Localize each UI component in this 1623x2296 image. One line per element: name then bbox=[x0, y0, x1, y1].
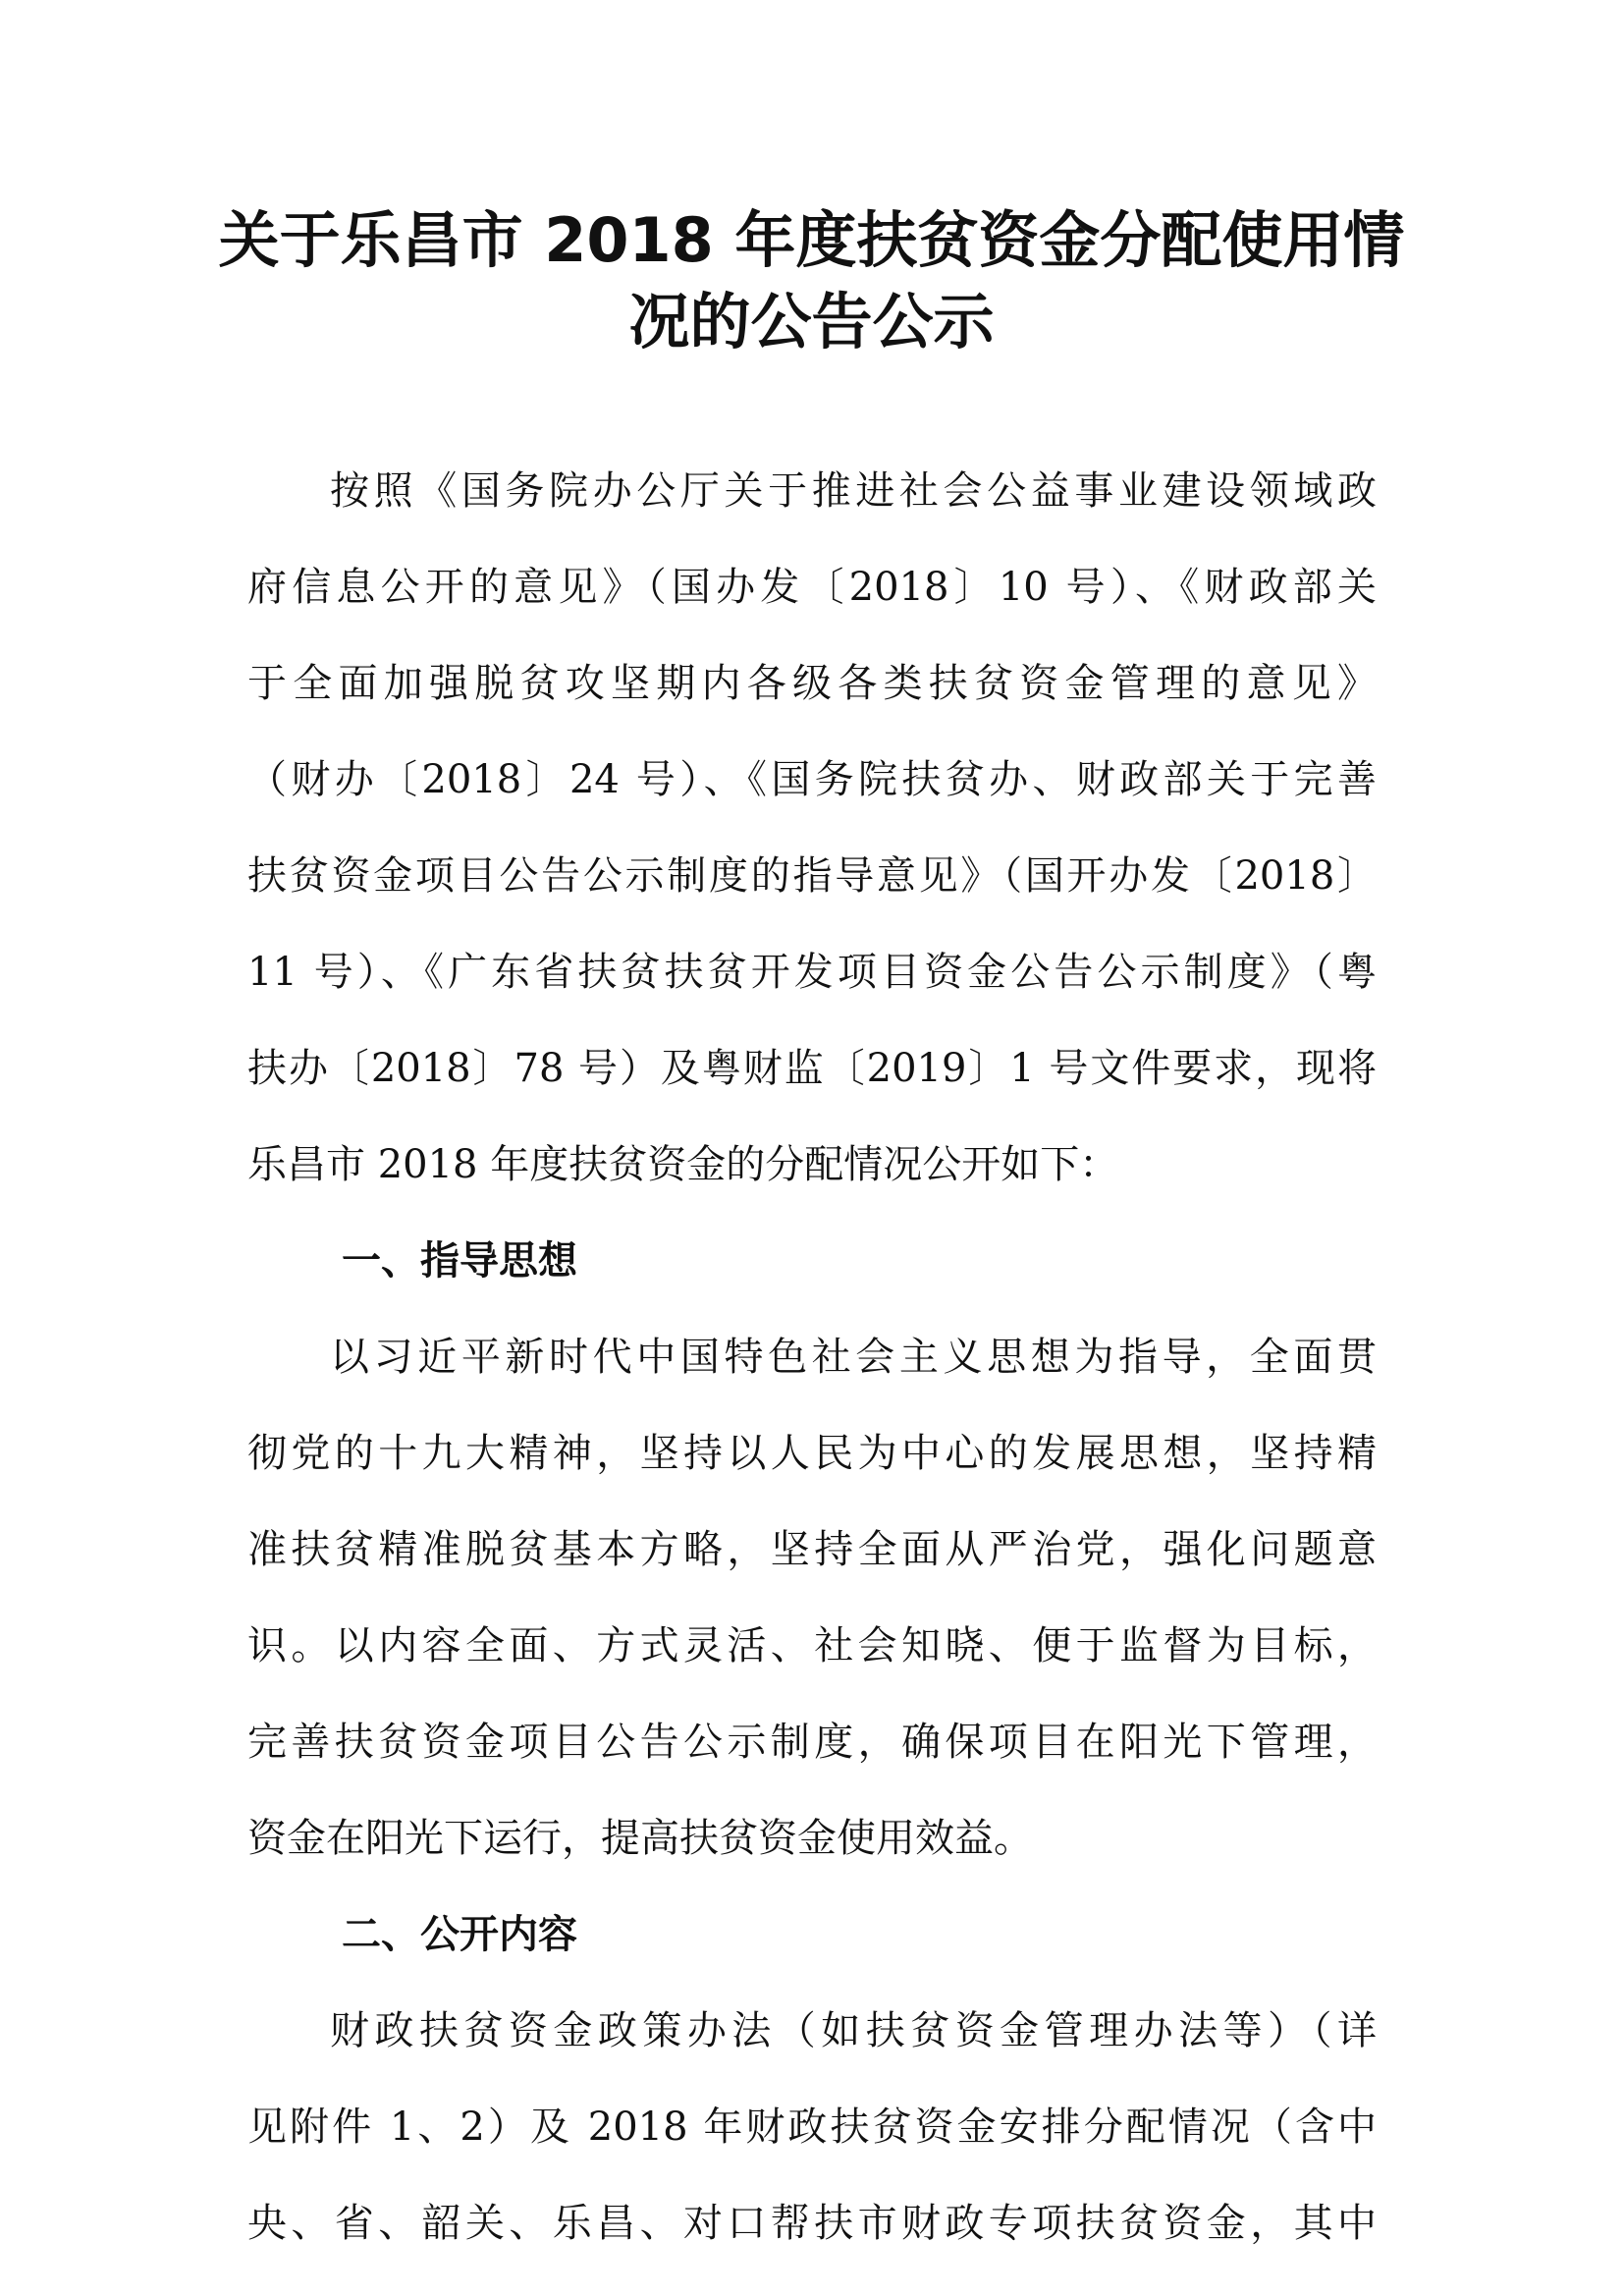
document-title-line-2: 况的公告公示 bbox=[628, 286, 995, 357]
paragraph-2-line: 完善扶贫资金项目公告公示制度，确保项目在阳光下管理， bbox=[247, 1720, 1377, 1765]
paragraph-3-line: 央、省、韶关、乐昌、对口帮扶市财政专项扶贫资金，其中 bbox=[247, 2201, 1377, 2246]
document-title-line-1: 关于乐昌市 2018 年度扶贫资金分配使用情 bbox=[218, 204, 1405, 276]
paragraph-1-line: 扶办〔2018〕78 号）及粤财监〔2019〕1 号文件要求，现将 bbox=[247, 1046, 1377, 1091]
paragraph-1-line: 乐昌市 2018 年度扶贫资金的分配情况公开如下： bbox=[247, 1142, 1119, 1187]
paragraph-2-line: 彻党的十九大精神，坚持以人民为中心的发展思想，坚持精 bbox=[247, 1431, 1377, 1476]
paragraph-1-line: （财办〔2018〕24 号）、《国务院扶贫办、财政部关于完善 bbox=[247, 757, 1377, 802]
paragraph-1-line: 按照《国务院办公厅关于推进社会公益事业建设领域政 bbox=[330, 468, 1377, 514]
paragraph-2-line: 识。以内容全面、方式灵活、社会知晓、便于监督为目标， bbox=[247, 1623, 1377, 1668]
section-heading-disclosure-content: 二、公开内容 bbox=[342, 1912, 577, 1957]
paragraph-1-line: 扶贫资金项目公告公示制度的指导意见》（国开办发〔2018〕 bbox=[247, 853, 1377, 899]
paragraph-2-line: 准扶贫精准脱贫基本方略，坚持全面从严治党，强化问题意 bbox=[247, 1527, 1377, 1572]
paragraph-2-line: 以习近平新时代中国特色社会主义思想为指导，全面贯 bbox=[330, 1335, 1377, 1380]
section-heading-guiding-ideology: 一、指导思想 bbox=[342, 1238, 577, 1284]
paragraph-1-line: 府信息公开的意见》（国办发〔2018〕10 号）、《财政部关 bbox=[247, 565, 1377, 610]
paragraph-1-line: 11 号）、《广东省扶贫扶贫开发项目资金公告公示制度》（粤 bbox=[247, 950, 1377, 995]
paragraph-1-line: 于全面加强脱贫攻坚期内各级各类扶贫资金管理的意见》 bbox=[247, 661, 1377, 706]
paragraph-3-line: 见附件 1、2）及 2018 年财政扶贫资金安排分配情况（含中 bbox=[247, 2105, 1377, 2150]
paragraph-2-line: 资金在阳光下运行，提高扶贫资金使用效益。 bbox=[247, 1816, 1033, 1861]
paragraph-3-line: 财政扶贫资金政策办法（如扶贫资金管理办法等）（详 bbox=[330, 2008, 1377, 2053]
